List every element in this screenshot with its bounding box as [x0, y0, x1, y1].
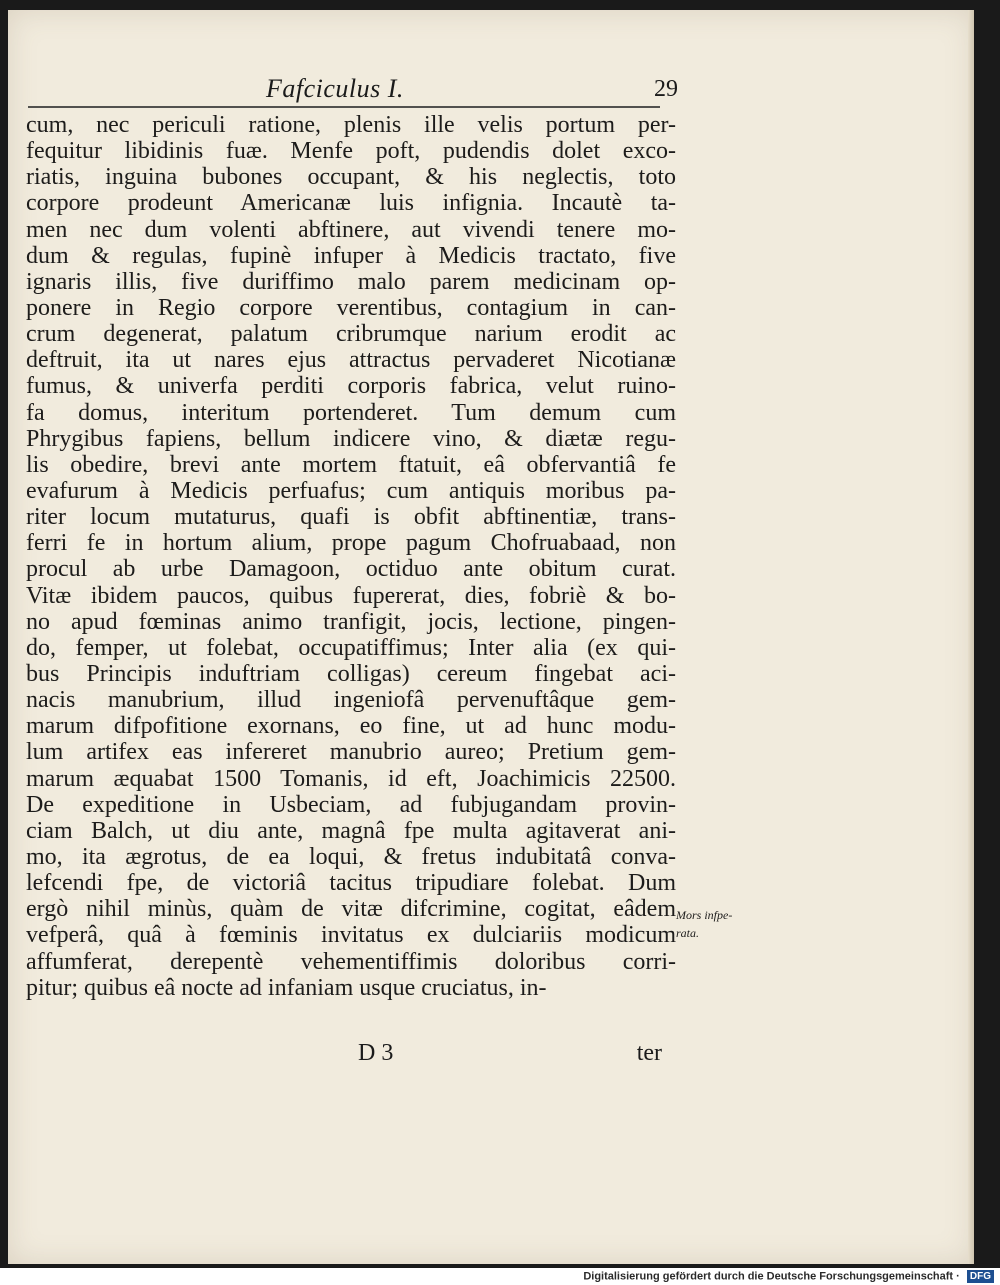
- text-line: lum artifex eas infereret manubrio aureo; Pretium gem-: [26, 739, 676, 766]
- text-line: dum & regulas, fupinè infuper à Medicis tractato, five: [26, 242, 676, 269]
- text-line: fequitur libidinis fuæ. Menfe poft, pudendis dolet exco-: [26, 138, 676, 165]
- margin-note-line: rata.: [676, 926, 700, 940]
- text-line: corpore prodeunt Americanæ luis infignia. Incautè ta-: [26, 190, 676, 217]
- text-line: evafurum à Medicis perfuafus; cum antiquis moribus pa-: [26, 477, 676, 504]
- text-line: Phrygibus fapiens, bellum indicere vino, & diætæ regu-: [26, 425, 676, 452]
- credit-text: Digitalisierung gefördert durch die Deutsche Forschungsgemeinschaft ·: [583, 1270, 960, 1283]
- page-header: [26, 74, 678, 104]
- text-line: marum æquabat 1500 Tomanis, id eft, Joachimicis 22500.: [26, 765, 676, 792]
- text-line: riatis, inguina bubones occupant, & his neglectis, toto: [26, 164, 676, 191]
- page-edge-shadow: [968, 10, 974, 1264]
- body-text: [26, 112, 676, 1001]
- digitization-credit: [583, 1270, 994, 1283]
- text-line: cum, nec periculi ratione, plenis ille velis portum per-: [26, 112, 676, 138]
- text-line: ergò nihil minùs, quàm de vitæ difcrimine, cogitat, eâdem: [26, 896, 676, 923]
- signature-mark: D 3: [358, 1040, 394, 1066]
- catchword: ter: [636, 1040, 662, 1066]
- text-line: procul ab urbe Damagoon, octiduo ante obitum curat.: [26, 556, 676, 583]
- text-line: ignaris illis, five duriffimo malo parem medicinam op-: [26, 268, 676, 295]
- running-title: Fafciculus I.: [266, 74, 404, 103]
- text-line: no apud fœminas animo tranfigit, jocis, lectione, pingen-: [26, 608, 676, 635]
- text-line: mo, ita ægrotus, de ea loqui, & fretus indubitatâ conva-: [26, 843, 676, 870]
- text-line: Vitæ ibidem paucos, quibus fupererat, dies, fobriè & bo-: [26, 582, 676, 609]
- page-number: 29: [654, 76, 678, 102]
- text-line: do, femper, ut folebat, occupatiffimus; Inter alia (ex qui-: [26, 634, 676, 661]
- text-line: ciam Balch, ut diu ante, magnâ fpe multa agitaverat ani-: [26, 817, 676, 844]
- text-line: nacis manubrium, illud ingeniofâ pervenuftâque gem-: [26, 687, 676, 714]
- text-line: De expeditione in Usbeciam, ad fubjugandam provin-: [26, 791, 676, 818]
- text-line: marum difpofitione exornans, eo fine, ut ad hunc modu-: [26, 713, 676, 740]
- text-line: fumus, & univerfa perditi corporis fabrica, velut ruino-: [26, 373, 676, 400]
- text-line: bus Principis induftriam colligas) cereum fingebat aci-: [26, 660, 676, 687]
- text-line: lis obedire, brevi ante mortem ftatuit, eâ obfervantiâ fe: [26, 451, 676, 478]
- text-line: lefcendi fpe, de victoriâ tacitus tripudiare folebat. Dum: [26, 870, 676, 897]
- text-line: affumferat, derepentè vehementiffimis doloribus corri-: [26, 948, 676, 975]
- margin-note-line: Mors infpe-: [676, 908, 733, 922]
- text-line: vefperâ, quâ à fœminis invitatus ex dulciariis modicum: [26, 922, 676, 949]
- page-footer: [26, 1040, 662, 1070]
- text-line: men nec dum volenti abftinere, aut vivendi tenere mo-: [26, 216, 676, 243]
- margin-note: [676, 906, 756, 942]
- text-line: ponere in Regio corpore verentibus, contagium in can-: [26, 294, 676, 321]
- text-line: crum degenerat, palatum cribrumque narium erodit ac: [26, 321, 676, 348]
- text-line: deftruit, ita ut nares ejus attractus pervaderet Nicotianæ: [26, 347, 676, 374]
- text-line: riter locum mutaturus, quafi is obfit abftinentiæ, trans-: [26, 504, 676, 531]
- header-rule: [28, 106, 660, 108]
- dfg-logo: DFG: [967, 1270, 994, 1283]
- text-line: ferri fe in hortum alium, prope pagum Chofruabaad, non: [26, 530, 676, 557]
- text-line: pitur; quibus eâ nocte ad infaniam usque cruciatus, in-: [26, 974, 547, 1001]
- text-line: fa domus, interitum portenderet. Tum demum cum: [26, 399, 676, 426]
